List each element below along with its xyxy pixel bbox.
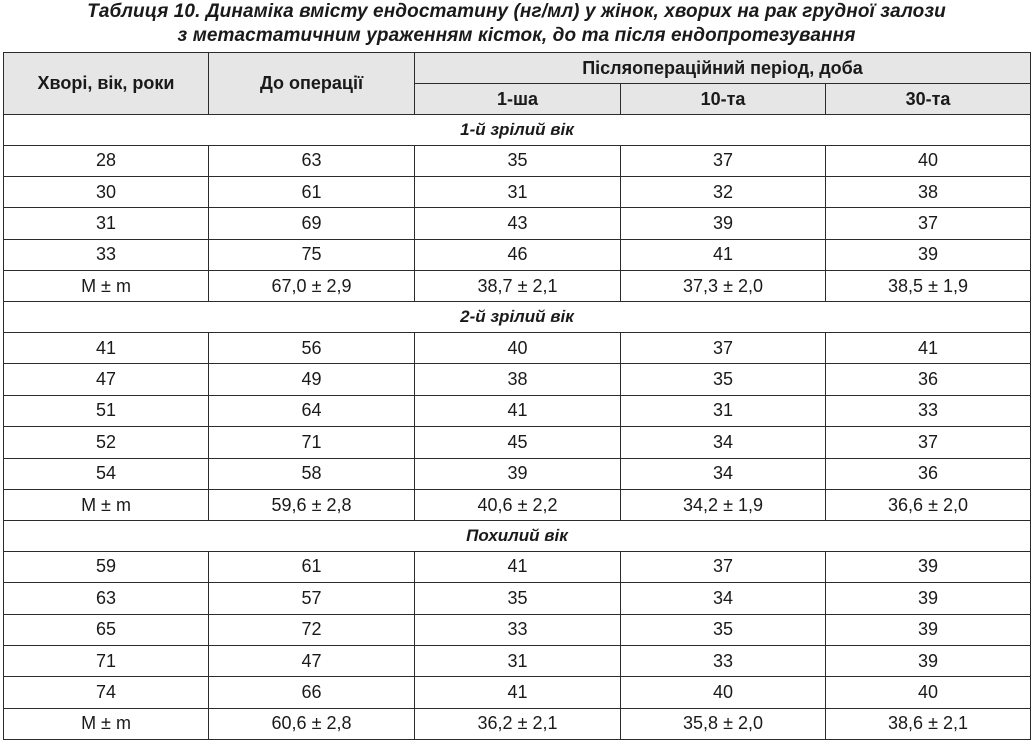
cell-day-10: 39 — [621, 208, 826, 239]
table-row — [4, 176, 1031, 207]
cell-before: 49 — [209, 364, 415, 395]
table-row — [4, 583, 1031, 614]
cell-day-1: 36,2 ± 2,1 — [415, 708, 621, 739]
cell-age: M ± m — [4, 708, 209, 739]
cell-day-1: 46 — [415, 239, 621, 270]
table-body — [4, 115, 1031, 740]
cell-day-1: 35 — [415, 145, 621, 176]
cell-before: 66 — [209, 677, 415, 708]
cell-day-30: 40 — [826, 677, 1031, 708]
cell-day-30: 39 — [826, 645, 1031, 676]
cell-day-1: 41 — [415, 395, 621, 426]
cell-day-1: 38,7 ± 2,1 — [415, 271, 621, 302]
cell-day-10: 34 — [621, 458, 826, 489]
cell-day-30: 38,6 ± 2,1 — [826, 708, 1031, 739]
cell-before: 67,0 ± 2,9 — [209, 271, 415, 302]
header-patients: Хворі, вік, роки — [4, 53, 209, 115]
cell-age: 74 — [4, 677, 209, 708]
cell-day-10: 35 — [621, 614, 826, 645]
cell-before: 59,6 ± 2,8 — [209, 489, 415, 520]
cell-day-30: 36 — [826, 458, 1031, 489]
cell-day-30: 36 — [826, 364, 1031, 395]
cell-day-10: 41 — [621, 239, 826, 270]
cell-day-1: 41 — [415, 551, 621, 582]
group-row — [4, 302, 1031, 333]
cell-day-1: 35 — [415, 583, 621, 614]
cell-age: 31 — [4, 208, 209, 239]
cell-before: 61 — [209, 551, 415, 582]
group-row — [4, 521, 1031, 552]
header-day-30: 30-та — [826, 84, 1031, 115]
cell-before: 61 — [209, 176, 415, 207]
cell-age: 28 — [4, 145, 209, 176]
cell-day-10: 37 — [621, 551, 826, 582]
table-row — [4, 239, 1031, 270]
cell-age: 51 — [4, 395, 209, 426]
cell-before: 56 — [209, 332, 415, 363]
table-row — [4, 551, 1031, 582]
group-row — [4, 115, 1031, 146]
cell-day-10: 37 — [621, 332, 826, 363]
table-caption — [0, 0, 1033, 47]
table-row — [4, 332, 1031, 363]
header-postop-period: Післяопераційний період, доба — [415, 53, 1031, 84]
caption-line-1: Таблиця 10. Динаміка вмісту ендостатину (нг/мл) у жінок, хворих на рак грудної залози — [87, 1, 946, 22]
cell-age: 52 — [4, 427, 209, 458]
cell-day-10: 35,8 ± 2,0 — [621, 708, 826, 739]
cell-before: 58 — [209, 458, 415, 489]
cell-day-1: 38 — [415, 364, 621, 395]
group-title: 2-й зрілий вік — [4, 302, 1031, 333]
cell-age: 54 — [4, 458, 209, 489]
cell-day-10: 33 — [621, 645, 826, 676]
cell-day-30: 36,6 ± 2,0 — [826, 489, 1031, 520]
summary-row — [4, 708, 1031, 739]
table-row — [4, 364, 1031, 395]
cell-day-30: 37 — [826, 427, 1031, 458]
cell-day-1: 31 — [415, 176, 621, 207]
cell-before: 64 — [209, 395, 415, 426]
cell-day-30: 41 — [826, 332, 1031, 363]
header-day-10: 10-та — [621, 84, 826, 115]
cell-day-10: 31 — [621, 395, 826, 426]
cell-age: 33 — [4, 239, 209, 270]
header-day-1: 1-ша — [415, 84, 621, 115]
cell-day-10: 32 — [621, 176, 826, 207]
table-header — [4, 53, 1031, 115]
cell-day-30: 38,5 ± 1,9 — [826, 271, 1031, 302]
cell-day-1: 45 — [415, 427, 621, 458]
table-row — [4, 677, 1031, 708]
cell-day-10: 34 — [621, 583, 826, 614]
cell-before: 47 — [209, 645, 415, 676]
cell-before: 75 — [209, 239, 415, 270]
header-before-operation: До операції — [209, 53, 415, 115]
cell-day-30: 39 — [826, 614, 1031, 645]
cell-day-10: 40 — [621, 677, 826, 708]
cell-before: 71 — [209, 427, 415, 458]
cell-before: 60,6 ± 2,8 — [209, 708, 415, 739]
group-title: Похилий вік — [4, 521, 1031, 552]
cell-day-10: 34,2 ± 1,9 — [621, 489, 826, 520]
cell-day-30: 37 — [826, 208, 1031, 239]
table-row — [4, 614, 1031, 645]
cell-day-10: 37,3 ± 2,0 — [621, 271, 826, 302]
cell-day-30: 38 — [826, 176, 1031, 207]
cell-age: 59 — [4, 551, 209, 582]
cell-day-1: 41 — [415, 677, 621, 708]
cell-day-30: 39 — [826, 239, 1031, 270]
cell-day-10: 34 — [621, 427, 826, 458]
cell-day-30: 33 — [826, 395, 1031, 426]
table-row — [4, 427, 1031, 458]
cell-age: 30 — [4, 176, 209, 207]
table-row — [4, 145, 1031, 176]
cell-before: 69 — [209, 208, 415, 239]
cell-before: 63 — [209, 145, 415, 176]
cell-day-1: 40,6 ± 2,2 — [415, 489, 621, 520]
cell-age: 63 — [4, 583, 209, 614]
caption-line-2: з метастатичним ураженням кісток, до та після ендопротезування — [177, 25, 856, 46]
cell-day-10: 37 — [621, 145, 826, 176]
cell-age: 71 — [4, 645, 209, 676]
cell-before: 57 — [209, 583, 415, 614]
cell-day-1: 40 — [415, 332, 621, 363]
table-row — [4, 645, 1031, 676]
cell-day-1: 39 — [415, 458, 621, 489]
table-row — [4, 208, 1031, 239]
cell-age: 65 — [4, 614, 209, 645]
cell-day-30: 39 — [826, 583, 1031, 614]
cell-day-1: 43 — [415, 208, 621, 239]
cell-age: 41 — [4, 332, 209, 363]
cell-age: M ± m — [4, 489, 209, 520]
table-row — [4, 458, 1031, 489]
cell-age: M ± m — [4, 271, 209, 302]
cell-before: 72 — [209, 614, 415, 645]
group-title: 1-й зрілий вік — [4, 115, 1031, 146]
cell-day-1: 31 — [415, 645, 621, 676]
cell-day-30: 40 — [826, 145, 1031, 176]
table-row — [4, 395, 1031, 426]
summary-row — [4, 271, 1031, 302]
cell-age: 47 — [4, 364, 209, 395]
summary-row — [4, 489, 1031, 520]
cell-day-1: 33 — [415, 614, 621, 645]
cell-day-10: 35 — [621, 364, 826, 395]
endostatin-table — [3, 52, 1031, 740]
cell-day-30: 39 — [826, 551, 1031, 582]
